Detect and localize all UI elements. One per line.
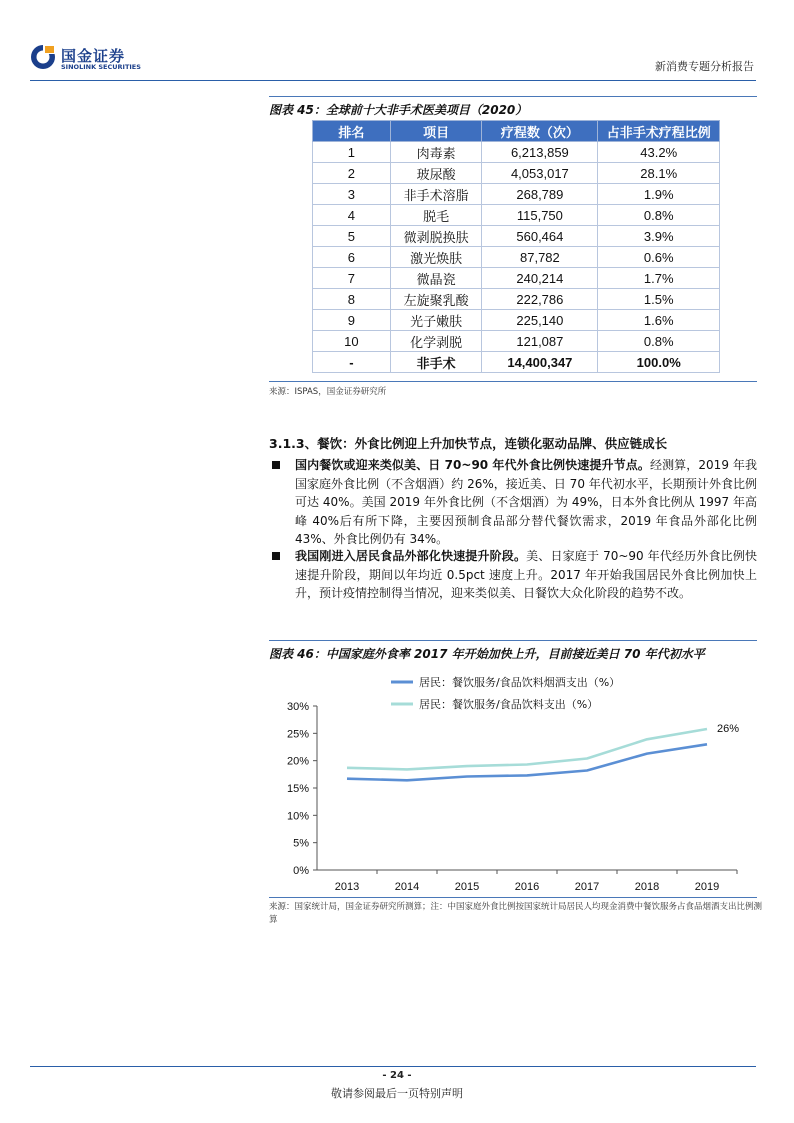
table-row xyxy=(313,142,720,163)
bullet-square-icon xyxy=(272,552,280,560)
bullet-2-lead: 我国刚进入居民食品外部化快速提升阶段。 xyxy=(295,549,527,563)
rank-cell: 9 xyxy=(313,310,391,331)
figure-45-caption: 图表 45：全球前十大非手术医美项目（2020） xyxy=(269,96,757,119)
report-title: 新消费专题分析报告 xyxy=(655,60,754,73)
rank-cell: 6 xyxy=(313,247,391,268)
disclaimer-note: 敬请参阅最后一页特别声明 xyxy=(331,1087,463,1100)
x-tick-label: 2014 xyxy=(394,881,420,893)
share-cell: 0.6% xyxy=(598,247,720,268)
series-food-tobacco-line xyxy=(347,744,707,780)
table-row xyxy=(313,205,720,226)
figure-46-caption: 图表 46：中国家庭外食率 2017 年开始加快上升，目前接近美日 70 年代初水平 xyxy=(269,640,757,663)
share-cell: 0.8% xyxy=(598,205,720,226)
table-row xyxy=(313,310,720,331)
table-row xyxy=(313,163,720,184)
share-cell: 1.7% xyxy=(598,268,720,289)
item-cell: 光子嫩肤 xyxy=(390,310,482,331)
item-cell: 左旋聚乳酸 xyxy=(390,289,482,310)
rank-cell: 2 xyxy=(313,163,391,184)
sessions-cell: 240,214 xyxy=(482,268,598,289)
y-tick-label: 20% xyxy=(286,755,309,768)
bullet-square-icon xyxy=(272,461,280,469)
rank-cell: 8 xyxy=(313,289,391,310)
sessions-cell: 87,782 xyxy=(482,247,598,268)
series-food-beverage-line xyxy=(347,729,707,769)
sessions-cell: 268,789 xyxy=(482,184,598,205)
share-cell: 0.8% xyxy=(598,331,720,352)
item-cell: 肉毒素 xyxy=(390,142,482,163)
item-cell: 非手术 xyxy=(390,352,482,373)
figure-46-source: 来源：国家统计局，国金证券研究所测算；注：中国家庭外食比例按国家统计局居民人均现金消费中餐饮服务占食品烟酒支出比例测算 xyxy=(269,902,763,925)
sessions-cell: 121,087 xyxy=(482,331,598,352)
table-row xyxy=(313,268,720,289)
company-logo xyxy=(30,44,150,74)
share-cell: 1.9% xyxy=(598,184,720,205)
legend-label: 居民：餐饮服务/食品饮料支出（%） xyxy=(419,698,599,711)
item-cell: 脱毛 xyxy=(390,205,482,226)
sessions-cell: 225,140 xyxy=(482,310,598,331)
rank-cell: 1 xyxy=(313,142,391,163)
y-tick-label: 30% xyxy=(286,701,309,713)
rank-cell: 10 xyxy=(313,331,391,352)
share-cell: 1.6% xyxy=(598,310,720,331)
ranking-table xyxy=(312,120,720,373)
bullet-paragraph-2 xyxy=(269,547,757,603)
rank-cell: 5 xyxy=(313,226,391,247)
table-row xyxy=(313,289,720,310)
table-total-row xyxy=(313,352,720,373)
item-cell: 玻尿酸 xyxy=(390,163,482,184)
share-cell: 43.2% xyxy=(598,142,720,163)
y-tick-label: 10% xyxy=(286,810,309,823)
y-tick-label: 0% xyxy=(293,865,309,877)
rank-cell: 3 xyxy=(313,184,391,205)
page-number: - 24 - xyxy=(382,1070,412,1081)
x-tick-label: 2017 xyxy=(574,881,600,893)
column-header-sessions: 疗程数（次） xyxy=(482,121,598,142)
y-tick-label: 5% xyxy=(293,837,309,850)
header-divider xyxy=(30,80,756,81)
item-cell: 化学剥脱 xyxy=(390,331,482,352)
sessions-cell: 6,213,859 xyxy=(482,142,598,163)
bullet-paragraph-1 xyxy=(269,456,757,549)
rank-cell: 7 xyxy=(313,268,391,289)
sessions-cell: 560,464 xyxy=(482,226,598,247)
table-row xyxy=(313,331,720,352)
share-cell: 3.9% xyxy=(598,226,720,247)
share-cell: 100.0% xyxy=(598,352,720,373)
figure-45-source: 来源：ISPAS，国金证券研究所 xyxy=(269,387,387,397)
rank-cell: 4 xyxy=(313,205,391,226)
x-tick-label: 2013 xyxy=(334,881,360,893)
bullet-1-body: 经测算，2019 年我国家庭外食比例（不含烟酒）约 26%，接近美、日 70 年代初水平，长期预计外食比例可达 40%。美国 2019 年外食比例（不含烟酒）为 49%，日本外食比例从 1997 年高峰 40%后有所下降，主要因预制食品部分替代餐饮需求，2019 年食品外部化比例 43%、外食比例仍有 34%。 xyxy=(295,458,758,546)
sessions-cell: 14,400,347 xyxy=(482,352,598,373)
logo-mark-icon xyxy=(30,44,56,70)
table-body xyxy=(313,142,720,373)
bullet-1-lead: 国内餐饮或迎来类似美、日 70~90 年代外食比例快速提升节点。 xyxy=(295,458,650,472)
item-cell: 微晶瓷 xyxy=(390,268,482,289)
x-tick-label: 2018 xyxy=(634,881,660,893)
table-header-row xyxy=(313,121,720,142)
bullet-2-body: 美、日家庭于 70~90 年代经历外食比例快速提升阶段，期间以年均近 0.5pct 速度上升。2017 年开始我国居民外食比例加快上升，预计疫情控制得当情况，迎来类似美、日餐饮大众化阶段的趋势不改。 xyxy=(295,549,757,600)
share-cell: 1.5% xyxy=(598,289,720,310)
sessions-cell: 222,786 xyxy=(482,289,598,310)
section-title: 3.1.3、餐饮：外食比例迎上升加快节点，连锁化驱动品牌、供应链成长 xyxy=(269,436,668,451)
footer-divider xyxy=(30,1066,756,1067)
table-row xyxy=(313,184,720,205)
legend-label: 居民：餐饮服务/食品饮料烟酒支出（%） xyxy=(419,676,621,689)
item-cell: 非手术溶脂 xyxy=(390,184,482,205)
table-row xyxy=(313,247,720,268)
figure-46-bottom-rule xyxy=(269,897,757,898)
x-tick-label: 2016 xyxy=(514,881,540,893)
column-header-item: 项目 xyxy=(390,121,482,142)
y-tick-label: 25% xyxy=(286,728,309,741)
item-cell: 激光焕肤 xyxy=(390,247,482,268)
y-tick-label: 15% xyxy=(286,783,309,795)
logo-text-en: SINOLINK SECURITIES xyxy=(61,63,141,71)
rank-cell: - xyxy=(313,352,391,373)
column-header-share: 占非手术疗程比例 xyxy=(598,121,720,142)
logo-text-cn: 国金证券 xyxy=(61,47,126,65)
table-row xyxy=(313,226,720,247)
sessions-cell: 115,750 xyxy=(482,205,598,226)
item-cell: 微剥脱换肤 xyxy=(390,226,482,247)
x-tick-label: 2019 xyxy=(694,881,720,893)
column-header-rank: 排名 xyxy=(313,121,391,142)
x-tick-label: 2015 xyxy=(454,881,480,893)
sessions-cell: 4,053,017 xyxy=(482,163,598,184)
value-annotation-label: 26% xyxy=(717,722,740,735)
line-chart xyxy=(269,664,757,896)
figure-45-bottom-rule xyxy=(269,381,757,382)
share-cell: 28.1% xyxy=(598,163,720,184)
